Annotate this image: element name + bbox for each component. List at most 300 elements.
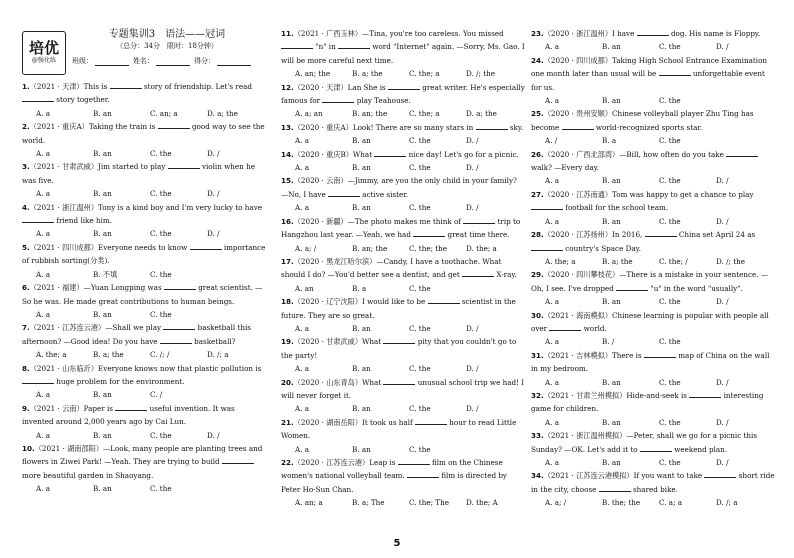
- answer-option[interactable]: A. a; /: [295, 243, 317, 253]
- answer-blank[interactable]: [22, 94, 54, 102]
- answer-option[interactable]: D. /: [207, 189, 220, 199]
- answer-option[interactable]: D. a; the: [466, 109, 497, 119]
- question-number: 33.: [531, 431, 544, 441]
- answer-option[interactable]: C. a; a: [659, 498, 683, 508]
- answer-blank[interactable]: [640, 444, 672, 452]
- answer-option[interactable]: D. /; the: [466, 69, 495, 79]
- question-number: 7.: [22, 323, 30, 333]
- answer-options: [281, 443, 526, 456]
- answer-blank[interactable]: [549, 323, 581, 331]
- question-number: 1.: [22, 82, 30, 91]
- question-number: 18.: [281, 297, 294, 307]
- question-25: [531, 107, 776, 147]
- question-number: 30.: [531, 310, 544, 320]
- question-stem: （2020 · 江苏扬州）In 2016, China set April 24 as country's Space Day.: [531, 230, 755, 252]
- question-number: 19.: [281, 337, 294, 347]
- answer-option[interactable]: A. a: [36, 430, 51, 440]
- answer-option[interactable]: A. a: [36, 269, 51, 279]
- answer-options: [22, 429, 267, 442]
- answer-option[interactable]: A. a: [295, 404, 310, 414]
- answer-options: [281, 201, 526, 214]
- score-blank[interactable]: [217, 57, 251, 66]
- answer-blank[interactable]: [222, 456, 254, 464]
- question-stem: （2020 · 四川成都）Taking High School Entrance Examination one month later than usual will be unforgettable event for us.: [531, 55, 768, 92]
- answer-options: [531, 416, 776, 429]
- answer-option[interactable]: D. /: [716, 458, 729, 467]
- answer-option[interactable]: D. /: [207, 149, 220, 159]
- answer-option[interactable]: D. /: [207, 430, 220, 440]
- answer-blank[interactable]: [328, 189, 360, 197]
- answer-blank[interactable]: [415, 417, 447, 425]
- answer-option[interactable]: A. a; an: [295, 109, 323, 119]
- answer-blank[interactable]: [338, 41, 370, 49]
- question-34: [531, 469, 776, 509]
- class-label: 班级：: [72, 57, 93, 65]
- class-field[interactable]: [72, 56, 129, 66]
- answer-option[interactable]: D. the; A: [466, 498, 498, 508]
- question-stem: （2021 · 云南）Paper is useful invention. It was invented around 2,000 years ago by Cai Lun.: [22, 403, 235, 427]
- answer-option[interactable]: B. an: [352, 404, 371, 414]
- answer-option[interactable]: B. an: [352, 163, 371, 173]
- question-stem: （2021 · 江苏连云港）—Shall we play basketball this afternoon? —Good idea! Do you have basketball?: [22, 323, 251, 346]
- answer-blank[interactable]: [168, 161, 200, 169]
- answer-options: [22, 268, 267, 281]
- answer-options: [281, 161, 526, 174]
- answer-blank[interactable]: [428, 296, 460, 304]
- answer-option[interactable]: C. the: [150, 484, 172, 494]
- answer-blank[interactable]: [704, 470, 736, 478]
- answer-option[interactable]: B. an; the: [352, 109, 388, 119]
- question-number: 23.: [531, 29, 544, 38]
- question-20: [281, 376, 526, 416]
- answer-option[interactable]: D. /: [716, 42, 729, 52]
- question-stem: （2020 · 甘肃武威）What pity that you couldn't go to the party!: [281, 337, 517, 360]
- answer-blank[interactable]: [22, 215, 54, 223]
- question-21: [281, 416, 526, 456]
- answer-options: [22, 227, 267, 240]
- answer-options: [531, 496, 776, 509]
- question-number: 4.: [22, 202, 30, 212]
- answer-option[interactable]: A. a: [545, 176, 560, 186]
- answer-option[interactable]: A. a: [295, 163, 310, 173]
- answer-options: [281, 322, 526, 335]
- answer-option[interactable]: C. the: [409, 444, 431, 454]
- answer-option[interactable]: C. the: [659, 297, 681, 307]
- answer-option[interactable]: C. the: [150, 149, 172, 159]
- question-stem: （2020 · 江苏连云港）Leap is film on the Chinese women's national volleyball team. film is directed by Peter Ho-Sun Chan.: [281, 458, 507, 494]
- question-stem: （2020 · 新疆）—The photo makes me think of trip to Hangzhou last year. —Yeah, we had great time there.: [281, 216, 521, 240]
- answer-options: [531, 456, 776, 469]
- question-number: 14.: [281, 149, 294, 159]
- answer-options: [531, 94, 776, 107]
- answer-option[interactable]: B. an; the: [352, 243, 388, 253]
- answer-options: [281, 67, 526, 80]
- answer-option[interactable]: B. an: [93, 149, 112, 159]
- answer-option[interactable]: B. a; the: [93, 350, 124, 360]
- answer-options: [531, 295, 776, 308]
- question-stem: （2020 · 江苏南通）Tom was happy to get a chance to play football for the school team.: [531, 190, 754, 212]
- answer-blank[interactable]: [462, 269, 494, 277]
- answer-option[interactable]: B. an: [93, 430, 112, 440]
- answer-option[interactable]: B. an: [93, 229, 112, 239]
- question-number: 8.: [22, 363, 30, 373]
- answer-blank[interactable]: [689, 390, 721, 398]
- question-number: 28.: [531, 230, 544, 240]
- answer-option[interactable]: B. a: [352, 283, 367, 293]
- answer-option[interactable]: B. an: [93, 309, 112, 319]
- answer-option[interactable]: D. /: [716, 377, 729, 387]
- answer-option[interactable]: D. /: [466, 323, 479, 333]
- answer-option[interactable]: D. /; a: [207, 350, 229, 360]
- question-stem: （2020 · 广西北部湾）—Bill, how often do you take walk? —Every day.: [531, 150, 758, 172]
- question-stem: （2020 · 重庆B）What nice day! Let's go for a picnic.: [293, 149, 519, 159]
- question-27: [531, 188, 776, 228]
- answer-option[interactable]: B. a: [602, 136, 617, 146]
- answer-options: [281, 402, 526, 415]
- answer-option[interactable]: B. an: [602, 216, 621, 226]
- answer-option[interactable]: A. a: [36, 189, 51, 199]
- answer-option[interactable]: C. the: [409, 404, 431, 414]
- answer-blank[interactable]: [22, 376, 54, 384]
- answer-option[interactable]: C. the; a: [409, 109, 440, 119]
- answer-blank[interactable]: [163, 322, 195, 330]
- answer-blank[interactable]: [281, 41, 313, 49]
- answer-option[interactable]: D. /: [716, 297, 729, 307]
- question-stem: （2020 · 辽宁沈阳）I would like to be scientist in the future. They are so great.: [281, 297, 516, 320]
- answer-option[interactable]: D. the; a: [466, 243, 497, 253]
- answer-blank[interactable]: [476, 122, 508, 130]
- question-number: 26.: [531, 149, 544, 159]
- answer-option[interactable]: A. an; a: [295, 498, 323, 508]
- question-number: 24.: [531, 55, 544, 65]
- column-1: [22, 80, 267, 496]
- answer-options: [281, 362, 526, 375]
- answer-blank[interactable]: [726, 149, 758, 157]
- question-29: [531, 268, 776, 308]
- answer-option[interactable]: A. the; a: [36, 350, 67, 360]
- question-number: 31.: [531, 350, 544, 360]
- answer-blank[interactable]: [463, 216, 495, 224]
- answer-option[interactable]: A. a: [545, 96, 560, 106]
- answer-option[interactable]: B. an: [602, 377, 621, 387]
- answer-option[interactable]: A. a: [36, 309, 51, 319]
- answer-blank[interactable]: [644, 350, 676, 358]
- answer-option[interactable]: B. the; the: [602, 498, 641, 508]
- question-number: 15.: [281, 176, 294, 186]
- question-17: [281, 255, 526, 295]
- question-number: 21.: [281, 417, 294, 427]
- question-stem: （2021 · 浙江温州模拟）—Peter, shall we go for a picnic this Sunday? —OK. Let's add it to weekend plan.: [531, 431, 758, 454]
- answer-option[interactable]: B. an: [352, 444, 371, 454]
- question-19: [281, 335, 526, 375]
- answer-option[interactable]: A. a: [545, 377, 560, 387]
- question-stem: （2020 · 天津）Lan She is great writer. He's especially famous for play Teahouse.: [281, 82, 525, 106]
- answer-option[interactable]: C. the: [659, 136, 681, 146]
- answer-option[interactable]: D. /: [466, 203, 479, 213]
- answer-option[interactable]: C. the: [150, 269, 172, 279]
- question-number: 22.: [281, 458, 294, 467]
- answer-option[interactable]: A. a: [295, 364, 310, 374]
- page-number: 5: [393, 538, 401, 549]
- question-stem: （2020 · 山东青岛）What unusual school trip we had! I will never forget it.: [281, 377, 525, 400]
- answer-option[interactable]: C. /; /: [150, 350, 170, 360]
- worksheet-header: [18, 27, 265, 77]
- answer-blank[interactable]: [383, 377, 415, 385]
- answer-option[interactable]: B. an: [602, 458, 621, 467]
- answer-option[interactable]: A. a: [36, 149, 51, 159]
- question-stem: （2020 · 黑龙江哈尔滨）—Candy, I have a toothache. What should I do? —You'd better see a dentist, and get X-ray.: [281, 256, 517, 280]
- worksheet-title: 专题集训3 语法——冠词: [108, 29, 226, 40]
- score-field[interactable]: [194, 56, 251, 66]
- question-12: [281, 81, 526, 121]
- question-24: [531, 54, 776, 108]
- class-blank[interactable]: [95, 57, 129, 66]
- answer-options: [22, 348, 267, 361]
- question-stem: （2021 · 福建）—Yuan Longping was great scientist. —So he was. He made great contributions to human beings.: [22, 283, 263, 306]
- answer-option[interactable]: C. the: [659, 337, 681, 347]
- answer-option[interactable]: C. /: [150, 390, 163, 400]
- name-blank[interactable]: [156, 57, 190, 66]
- answer-blank[interactable]: [637, 28, 669, 36]
- answer-options: [281, 134, 526, 147]
- answer-option[interactable]: B. an: [602, 42, 621, 52]
- answer-option[interactable]: A. a: [545, 458, 560, 467]
- question-15: [281, 174, 526, 214]
- answer-option[interactable]: C. the: [150, 309, 172, 319]
- answer-blank[interactable]: [407, 470, 439, 478]
- answer-option[interactable]: C. the: [659, 96, 681, 106]
- answer-option[interactable]: C. the: [150, 430, 172, 440]
- answer-blank[interactable]: [322, 95, 354, 103]
- logo-main-text: 培优: [28, 39, 59, 57]
- answer-blank[interactable]: [388, 82, 420, 90]
- answer-option[interactable]: B. a; the: [602, 256, 633, 266]
- question-stem: （2020 · 重庆A）Look! There are so many stars in sky.: [293, 122, 524, 132]
- question-1: [22, 80, 267, 120]
- answer-blank[interactable]: [115, 403, 147, 411]
- answer-option[interactable]: B. an: [602, 297, 621, 307]
- name-label: 姓名：: [133, 57, 154, 65]
- answer-blank[interactable]: [110, 81, 142, 89]
- answer-option[interactable]: B. an: [93, 189, 112, 199]
- answer-option[interactable]: A. a: [36, 390, 51, 400]
- answer-option[interactable]: B. an: [602, 96, 621, 106]
- question-33: [531, 429, 776, 469]
- answer-option[interactable]: A. a: [295, 323, 310, 333]
- answer-option[interactable]: C. the: [659, 458, 681, 467]
- question-5: [22, 241, 267, 281]
- answer-option[interactable]: B. an: [602, 176, 621, 186]
- answer-option[interactable]: A. a: [545, 417, 560, 427]
- answer-option[interactable]: C. the: [409, 283, 431, 293]
- answer-option[interactable]: C. the; the: [409, 243, 448, 253]
- question-18: [281, 295, 526, 335]
- answer-option[interactable]: C. the: [409, 364, 431, 374]
- worksheet-subtitle: （总分：34分 限时：18分钟）: [116, 42, 218, 50]
- answer-option[interactable]: B. /: [602, 337, 615, 347]
- answer-option[interactable]: C. the: [659, 176, 681, 186]
- question-6: [22, 281, 267, 321]
- answer-option[interactable]: B. an: [352, 323, 371, 333]
- question-13: [281, 121, 526, 148]
- student-info-fields: [72, 56, 268, 66]
- answer-option[interactable]: C. the: [659, 216, 681, 226]
- question-stem: （2021 · 广西玉林）—Tina, you're too careless. You missed "n" in word "Internet" again. —Sorry, Ms. Gao. I will be more careful next time.: [281, 29, 525, 65]
- answer-option[interactable]: A. a: [545, 297, 560, 307]
- answer-option[interactable]: A. a: [36, 108, 51, 118]
- answer-blank[interactable]: [190, 242, 222, 250]
- answer-blank[interactable]: [383, 336, 415, 344]
- name-field[interactable]: [133, 56, 190, 66]
- answer-option[interactable]: B. an: [352, 203, 371, 213]
- question-stem: （2021 · 甘肃武威）Jim started to play violin when he was five.: [22, 162, 255, 185]
- question-14: [281, 148, 526, 175]
- answer-options: [281, 242, 526, 255]
- answer-option[interactable]: A. a: [36, 484, 51, 494]
- answer-option[interactable]: C. the: [409, 136, 431, 146]
- score-label: 得分：: [194, 57, 215, 65]
- answer-option[interactable]: A. a: [545, 216, 560, 226]
- answer-option[interactable]: D. /: [207, 229, 220, 239]
- answer-option[interactable]: D. /: [466, 364, 479, 374]
- answer-blank[interactable]: [645, 229, 677, 237]
- answer-blank[interactable]: [160, 336, 192, 344]
- answer-option[interactable]: A. a: [295, 203, 310, 213]
- answer-options: [281, 107, 526, 120]
- answer-blank[interactable]: [374, 149, 406, 157]
- question-number: 12.: [281, 82, 294, 92]
- question-10: [22, 442, 267, 496]
- answer-blank[interactable]: [158, 121, 190, 129]
- publisher-logo: [22, 31, 66, 75]
- question-31: [531, 349, 776, 389]
- question-stem: （2021 · 四川成都）Everyone needs to know importance of rubbish sorting(分类).: [22, 242, 266, 266]
- answer-option[interactable]: C. the: [409, 203, 431, 213]
- answer-option[interactable]: C. the: [409, 323, 431, 333]
- answer-option[interactable]: D. /; the: [716, 256, 745, 266]
- question-number: 6.: [22, 283, 30, 293]
- answer-option[interactable]: B. a; the: [352, 69, 383, 79]
- question-stem: （2021 · 江苏连云港模拟）If you want to take short ride in the city, choose shared bike.: [531, 471, 775, 494]
- answer-option[interactable]: C. the: [409, 163, 431, 173]
- answer-option[interactable]: B. an: [93, 108, 112, 118]
- answer-option[interactable]: C. the: [659, 42, 681, 52]
- answer-blank[interactable]: [616, 283, 648, 291]
- answer-option[interactable]: B. an: [93, 484, 112, 494]
- answer-option[interactable]: A. the; a: [545, 256, 576, 266]
- question-22: [281, 456, 526, 510]
- answer-options: [531, 40, 776, 53]
- question-3: [22, 160, 267, 200]
- answer-option[interactable]: C. the; /: [659, 256, 688, 266]
- answer-option[interactable]: D. a; the: [207, 108, 238, 118]
- answer-option[interactable]: D. /: [716, 417, 729, 427]
- answer-option[interactable]: D. /: [466, 136, 479, 146]
- answer-options: [22, 147, 267, 160]
- question-stem: （2021 · 甘肃兰州模拟）Hide-and-seek is interesting game for children.: [531, 390, 764, 414]
- column-3: [531, 27, 776, 510]
- column-2: [281, 27, 526, 510]
- answer-blank[interactable]: [659, 68, 691, 76]
- question-stem: （2021 · 吉林模拟）There is map of China on the wall in my bedroom.: [531, 350, 770, 374]
- answer-option[interactable]: C. the: [150, 229, 172, 239]
- answer-options: [22, 308, 267, 321]
- question-stem: （2020 · 贵州安顺）Chinese volleyball player Zhu Ting has become world-recognized sports star.: [531, 109, 754, 132]
- answer-option[interactable]: C. an; a: [150, 108, 178, 118]
- question-stem: （2021 · 天津）This is story of friendship. Let's read story together.: [22, 82, 252, 104]
- question-number: 27.: [531, 189, 544, 199]
- answer-option[interactable]: B. an: [602, 417, 621, 427]
- answer-blank[interactable]: [398, 457, 430, 465]
- question-number: 29.: [531, 270, 544, 280]
- answer-option[interactable]: D. /: [716, 216, 729, 226]
- answer-options: [531, 376, 776, 389]
- question-number: 20.: [281, 377, 294, 387]
- question-stem: （2021 · 重庆A）Taking the train is good way to see the world.: [22, 122, 265, 145]
- answer-blank[interactable]: [413, 229, 445, 237]
- question-number: 34.: [531, 471, 544, 481]
- answer-option[interactable]: A. an: [295, 283, 314, 293]
- question-number: 3.: [22, 162, 30, 172]
- question-26: [531, 148, 776, 188]
- answer-option[interactable]: D. /: [466, 163, 479, 173]
- answer-option[interactable]: B. 不填: [93, 269, 118, 279]
- question-28: [531, 228, 776, 268]
- question-number: 25.: [531, 109, 544, 119]
- question-7: [22, 321, 267, 361]
- logo-sub-text: @强化练: [31, 57, 56, 64]
- answer-option[interactable]: D. /: [466, 404, 479, 414]
- answer-option[interactable]: B. an: [93, 390, 112, 400]
- answer-options: [531, 215, 776, 228]
- answer-option[interactable]: B. a; The: [352, 498, 385, 508]
- question-number: 32.: [531, 390, 544, 400]
- question-16: [281, 215, 526, 255]
- answer-option[interactable]: C. the: [659, 377, 681, 387]
- answer-option[interactable]: C. the; The: [409, 498, 449, 508]
- answer-option[interactable]: A. a; /: [545, 498, 567, 508]
- answer-blank[interactable]: [599, 484, 631, 492]
- answer-blank[interactable]: [562, 122, 594, 130]
- question-stem: （2020 · 浙江温州）I have dog. His name is Floppy.: [543, 29, 761, 38]
- answer-option[interactable]: B. an: [352, 364, 371, 374]
- question-number: 5.: [22, 242, 30, 252]
- answer-options: [531, 335, 776, 348]
- answer-option[interactable]: A. a: [295, 444, 310, 454]
- answer-option[interactable]: A. an; the: [295, 69, 331, 79]
- answer-blank[interactable]: [531, 202, 563, 210]
- answer-option[interactable]: D. /: [716, 176, 729, 186]
- answer-option[interactable]: C. the: [659, 417, 681, 427]
- answer-option[interactable]: A. a: [545, 337, 560, 347]
- answer-option[interactable]: A. a: [36, 229, 51, 239]
- question-stem: （2020 · 云南）—Jimmy, are you the only child in your family? —No, I have active sister.: [281, 176, 517, 199]
- answer-options: [22, 187, 267, 200]
- question-stem: （2021 · 浙江温州）Tony is a kind boy and I'm very lucky to have friend like him.: [22, 203, 262, 225]
- answer-option[interactable]: C. the: [150, 189, 172, 199]
- question-number: 11.: [281, 29, 294, 38]
- answer-option[interactable]: B. an: [352, 136, 371, 146]
- answer-option[interactable]: A. a: [545, 42, 560, 52]
- answer-options: [22, 107, 267, 120]
- question-number: 13.: [281, 122, 294, 132]
- answer-option[interactable]: A. a: [295, 136, 310, 146]
- answer-option[interactable]: D. /; a: [716, 498, 738, 508]
- answer-blank[interactable]: [164, 282, 196, 290]
- answer-option[interactable]: A. /: [545, 136, 558, 146]
- answer-blank[interactable]: [531, 243, 563, 251]
- answer-option[interactable]: C. the; a: [409, 69, 440, 79]
